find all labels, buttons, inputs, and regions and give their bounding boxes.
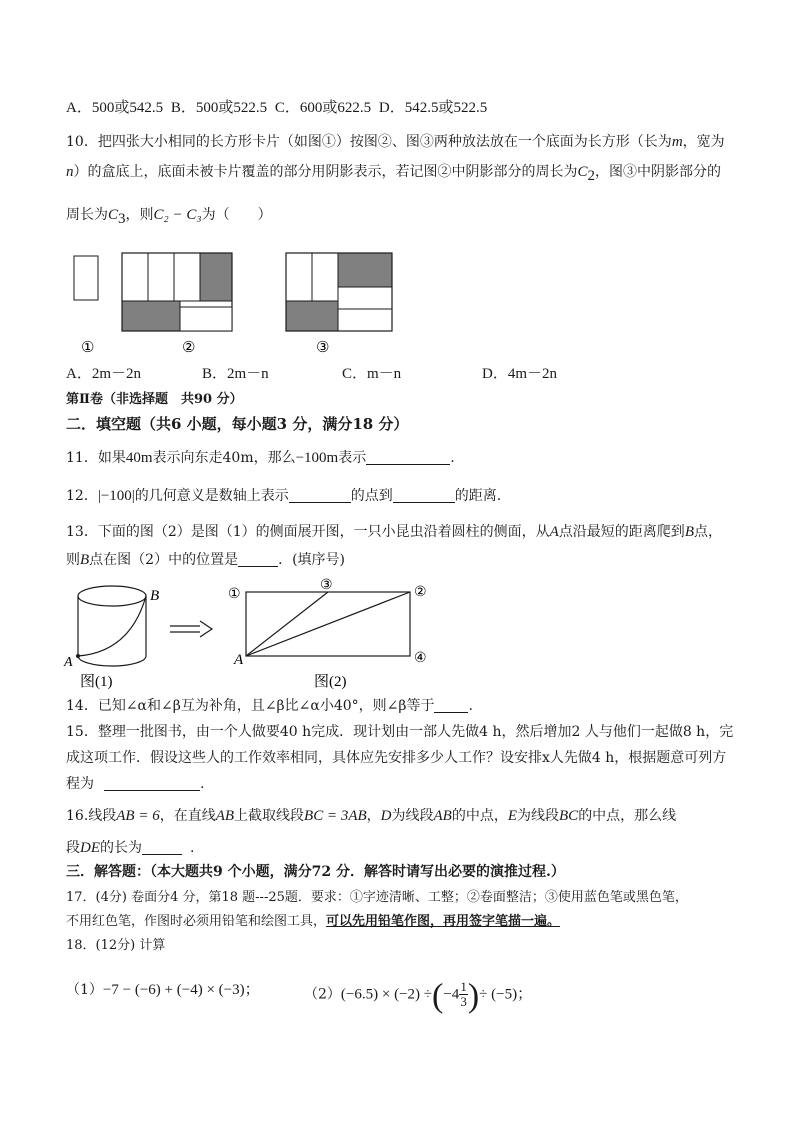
q16-e5: AB xyxy=(433,808,452,824)
q10-fig1-label: ① xyxy=(81,340,95,356)
q10-c2-sub: 2 xyxy=(587,167,596,184)
q13-var-b-2: B xyxy=(80,552,90,568)
q13-point-b-label: B xyxy=(150,588,160,604)
q16-t6: 为线段 xyxy=(517,808,560,824)
q16-t7: 的中点，那么线 xyxy=(578,808,677,824)
q10-text-1-tail: ，宽为 xyxy=(682,134,725,150)
q16-line1 xyxy=(66,806,676,826)
q16-t2: 上截取线段 xyxy=(234,808,305,824)
q12-head: 12． xyxy=(66,488,98,504)
q10-fig3-shade-top xyxy=(338,253,392,287)
q18-p2-paren-open: ( xyxy=(432,977,444,1015)
q10-var-n: n xyxy=(66,164,74,180)
q17-emphasis: 可以先用铅笔作图，再用签字笔描一遍。 xyxy=(326,914,561,929)
q16-t1: ，在直线 xyxy=(159,808,216,824)
q13-text-2-head: 则 xyxy=(66,552,80,568)
q11-tail: 表示 xyxy=(338,450,367,466)
q10-fig2 xyxy=(122,253,232,331)
q13-text-2-tail: ．(填序号) xyxy=(278,552,346,568)
q9-option-d: D．542.5或522.5 xyxy=(378,100,488,116)
q10-line2 xyxy=(66,162,721,186)
q9-option-b: B．500或522.5 xyxy=(170,100,268,116)
q16-e7: BC xyxy=(559,808,579,824)
q10-c3: C xyxy=(108,207,119,223)
q10-fig3-label: ③ xyxy=(316,340,330,356)
q15-line2: 成这项工作．假设这些人的工作效率相同，具体应先安排多少人工作？设安排x人先做4 h，根据题意可列方 xyxy=(66,750,727,766)
q13-fig1-caption: 图(1) xyxy=(80,674,113,690)
q9-option-a: A．500或542.5 xyxy=(66,100,164,116)
q16-e3: BC = 3AB xyxy=(304,808,367,824)
q18-p2-label: （2） xyxy=(304,986,341,1003)
q13-var-b: B xyxy=(684,524,694,540)
q10-option-a: A．2m－2n xyxy=(66,366,142,382)
q18-p1-expr: −7 − (−6) + (−4) × (−3)； xyxy=(102,982,260,998)
q9-options xyxy=(66,98,487,118)
q13-circled-1: ① xyxy=(228,587,241,602)
q10-line3 xyxy=(66,205,272,229)
q16-head: 16.线段 xyxy=(66,808,117,824)
q10-fig3 xyxy=(286,253,392,331)
q16-line2 xyxy=(66,838,194,858)
q16-line2-mid: 的长为 xyxy=(100,840,142,856)
q9-option-c: C．600或622.5 xyxy=(274,100,372,116)
q18-p2-expr-head: (−6.5) × (−2) ÷ xyxy=(340,986,433,1003)
q16-blank[interactable] xyxy=(142,840,182,855)
q11-v1: 40m xyxy=(125,450,153,466)
q11-end: . xyxy=(450,450,455,466)
q13-blank[interactable] xyxy=(238,552,278,567)
q10-fig3-shade-bottom xyxy=(286,301,338,331)
q18-p2-neg: −4 xyxy=(443,986,460,1003)
q13-line2 xyxy=(66,550,345,570)
q14-end: . xyxy=(468,698,473,714)
q17-text-2: 不用红色笔，作图时必须用铅笔和绘图工具， xyxy=(66,914,327,929)
q13-rect-point-a: A xyxy=(234,652,244,668)
q10-text-3-mid: ，则 xyxy=(125,207,154,223)
q10-fig2-label: ② xyxy=(182,340,196,356)
q12-blank-1[interactable] xyxy=(289,488,351,503)
section2-title: 第Ⅱ卷（非选择题 共90 分） xyxy=(66,392,243,407)
q13-circled-3: ③ xyxy=(320,578,333,593)
q13-text-2: 点在图（2）中的位置是 xyxy=(89,552,239,568)
q10-line1 xyxy=(66,132,725,152)
q10-option-d: D．4m－2n xyxy=(482,366,558,382)
q18-part1 xyxy=(66,980,260,1000)
q11-blank[interactable] xyxy=(366,450,450,465)
q12-tail: 的距离. xyxy=(454,488,502,504)
q12-blank-2[interactable] xyxy=(393,488,455,503)
q16-e1: AB = 6 xyxy=(116,808,160,824)
q15-line3 xyxy=(66,774,204,794)
q10-text-2-tail: ，图③中阴影部分的 xyxy=(595,164,722,180)
q10-option-c: C．m－n xyxy=(342,366,402,382)
q14-text: 14．已知∠α和∠β互为补角，且∠β比∠α小40°，则∠β等于 xyxy=(66,698,435,714)
q18-title: 18．(12分) 计算 xyxy=(66,938,166,953)
q11 xyxy=(66,448,455,468)
q13-cylinder xyxy=(76,586,146,666)
q17-line1: 17．(4分) 卷面分4 分，第18 题---25题．要求：①字迹清晰、工整；②卷面整洁；③使用蓝色笔或黑色笔， xyxy=(66,890,688,905)
q10-fig2-shade-top xyxy=(200,253,232,301)
q18-p2-denominator: 3 xyxy=(460,994,467,1009)
q15-blank[interactable] xyxy=(104,776,200,791)
q10-fig1 xyxy=(74,256,98,300)
q12 xyxy=(66,486,501,506)
q10-text-3: 周长为 xyxy=(66,207,108,223)
q16-t3: ， xyxy=(366,808,381,824)
q13-var-a: A xyxy=(549,524,559,540)
q13-line1 xyxy=(66,522,722,542)
q18-part2 xyxy=(304,977,533,1015)
q15-text-3: 程为 xyxy=(66,776,94,792)
q17-line2 xyxy=(66,912,560,932)
q13-text-1-tail: 点， xyxy=(693,524,722,540)
q10-options xyxy=(66,364,557,384)
section2-heading: 二．填空题（共6 小题，每小题3 分，满分18 分） xyxy=(66,415,409,433)
q13-point-a-label: A xyxy=(64,655,73,670)
q10-option-b: B．2m－n xyxy=(202,366,269,382)
q12-abs: |−100| xyxy=(97,488,135,504)
q15-end: . xyxy=(200,776,205,792)
q16-e2: AB xyxy=(215,808,235,824)
q13-text-1-mid: 点沿最短的距离爬到 xyxy=(558,524,685,540)
q10-c3-sub: 3 xyxy=(118,210,126,227)
q14 xyxy=(66,696,473,716)
q18-p2-numerator: 1 xyxy=(460,979,467,994)
q16-t5: 的中点， xyxy=(451,808,508,824)
q13-text-1: 13．下面的图（2）是图（1）的侧面展开图，一只小昆虫沿着圆柱的侧面，从 xyxy=(66,524,550,540)
q18-p2-paren-close: ) xyxy=(467,977,480,1015)
q10-var-m: m xyxy=(671,134,683,150)
q10-text-2: ）的盒底上，底面未被卡片覆盖的部分用阴影表示，若记图②中阴影部分的周长为 xyxy=(73,164,578,180)
q11-mid: 表示向东走40m，那么 xyxy=(152,450,296,466)
q18-p1-label: （1） xyxy=(66,982,103,998)
q11-head: 11．如果 xyxy=(66,450,126,466)
q13-fig2-caption: 图(2) xyxy=(314,674,347,690)
q10-fig2-shade-bottom xyxy=(122,301,180,331)
q15-line1: 15．整理一批图书，由一个人做要40 h完成．现计划由一部人先做4 h，然后增加2 人与他们一起做8 h，完 xyxy=(66,724,734,740)
q13-unrolled-rect xyxy=(246,592,410,656)
q11-v2: −100m xyxy=(295,450,339,466)
q12-mid: 的几何意义是数轴上表示 xyxy=(134,488,289,504)
q14-blank[interactable] xyxy=(434,698,468,713)
q13-arrow-icon xyxy=(170,621,212,637)
q10-figures xyxy=(60,240,420,360)
q16-t4: 为线段 xyxy=(391,808,434,824)
q13-figures xyxy=(60,574,440,694)
q16-line2-head: 段 xyxy=(66,840,80,856)
q13-circled-4: ④ xyxy=(414,651,427,666)
q10-text-1: 10．把四张大小相同的长方形卡片（如图①）按图②、图③两种放法放在一个底面为长方形（长为 xyxy=(66,134,672,150)
q12-mid2: 的点到 xyxy=(350,488,393,504)
q13-circled-2: ② xyxy=(414,585,427,600)
q10-text-3-tail: 为（ ） xyxy=(201,207,272,223)
q16-e6: E xyxy=(507,808,518,824)
q18-p2-expr-tail: ÷ (−5)； xyxy=(479,986,533,1003)
q10-c2: C xyxy=(577,164,588,180)
q16-e4: D xyxy=(380,808,392,824)
q16-end: . xyxy=(190,840,195,856)
section3-heading: 三．解答题：（本大题共9 个小题，满分72 分．解答时请写出必要的演推过程.） xyxy=(66,864,565,880)
q10-expr: C₂ − C₃ xyxy=(153,207,202,223)
q16-e8: DE xyxy=(80,840,100,856)
q18-p2-fraction xyxy=(459,980,468,1009)
